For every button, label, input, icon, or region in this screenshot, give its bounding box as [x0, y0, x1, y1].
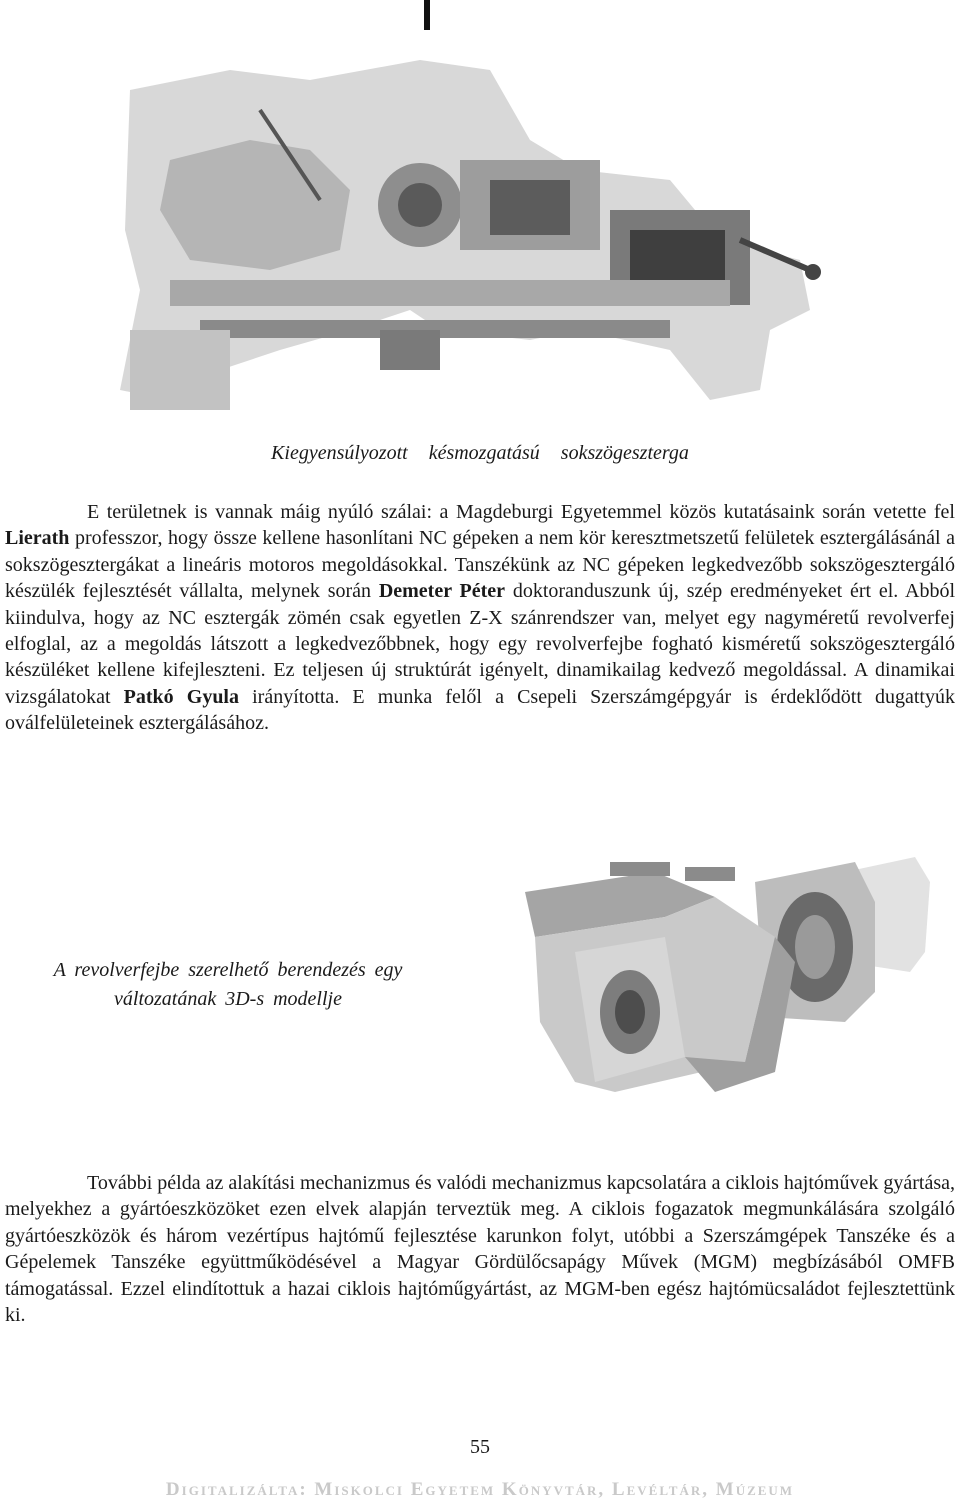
figure-caption-model [18, 956, 438, 1014]
person-name-lierath: Lierath [5, 527, 70, 550]
page-number: 55 [470, 1436, 490, 1458]
caption-model-line2: változatának 3D-s modellje [114, 988, 342, 1010]
paragraph1-text-d: irányította. E munka felől a Csepeli Szerszámgépgyár is érdeklődött dugattyúk oválfelületeinek esztergálásához. [5, 685, 955, 735]
revolver-device-3d-model [515, 842, 935, 1118]
paragraph1-text-a: E területnek is vannak máig nyúló szálai: a Magdeburgi Egyetemmel közös kutatásaink során vetette fel [87, 501, 955, 523]
paragraph1-text-c: doktoranduszunk új, szép eredményeket ért el. Abból kiindulva, hogy az NC esztergák zömén csak egyetlen Z-X szánrendszer van, melyet egy nagyméretű revolverfej elfoglal, az a megoldás látszott a legkedvezőbbnek, hogy egy revolverfejbe fogható kisméretű sokszögesztergáló készüléket kellene kifejleszteni. Ez teljesen új struktúrát igényelt, dinamikailag kedvező megoldással. A dinamikai vizsgálatokat [5, 580, 955, 708]
digitization-footer: Digitalizálta: Miskolci Egyetem Könyvtár, Levéltár, Múzeum [165, 1479, 795, 1500]
person-name-demeter: Demeter Péter [378, 580, 506, 603]
body-paragraph-2 [5, 1170, 955, 1328]
person-name-patko: Patkó Gyula [123, 685, 239, 708]
caption-model-line1: A revolverfejbe szerelhető berendezés egy [53, 959, 403, 981]
paragraph1-text-b: professzor, hogy össze kellene hasonlítani NC gépeken a nem kör keresztmetszetű felületek esztergálásánál a sokszögesztergákat a lineáris motoros megoldásokkal. Tanszékünk az NC gépeken legkedvezőbb sokszögesztergáló készülék fejlesztését vállalta, melynek során [5, 527, 955, 603]
figure-caption-lathe: Kiegyensúlyozott késmozgatású sokszögeszterga [271, 442, 689, 464]
paragraph2-text: További példa az alakítási mechanizmus és valódi mechanizmus kapcsolatára a ciklois hajtóművek gyártása, melyekhez a gyártóeszközöket ezen elvek alapján terveztük meg. A ciklois fogazatok megmunkálására szolgáló gyártóeszközök és három vezértípus hajtómű fejlesztése karunkon folyt, utóbbi a Szerszámgépek Tanszéke és a Gépelemek Tanszéke együttműködésével a Magyar Gördülőcsapágy Művek (MGM) megbízásából OMFB támogatással. Ezzel elindítottuk a hazai ciklois hajtóműgyártást, az MGM-ben egész hajtómücsaládot fejlesztettünk ki. [5, 1172, 955, 1327]
body-paragraph-1 [5, 499, 955, 737]
lathe-photo [110, 30, 830, 420]
